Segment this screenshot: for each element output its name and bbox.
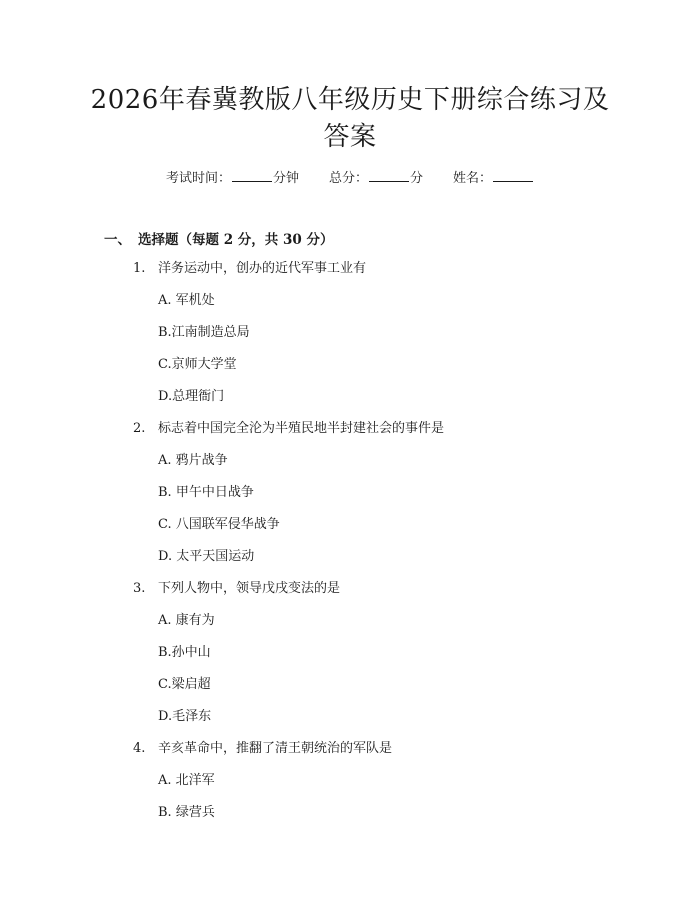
time-blank <box>232 168 272 182</box>
option-item: B. 绿营兵 <box>158 805 215 820</box>
exam-meta <box>0 168 700 188</box>
section-number: 一、 <box>104 232 131 248</box>
option-item: C. 八国联军侵华战争 <box>158 517 280 532</box>
question-text: 标志着中国完全沦为半殖民地半封建社会的事件是 <box>158 421 445 436</box>
question-number: 3. <box>133 581 146 596</box>
question-4 <box>0 740 700 758</box>
question-number: 4. <box>133 741 146 756</box>
option-item: B.孙中山 <box>158 645 211 660</box>
document-title-line1: 2026年春冀教版八年级历史下册综合练习及 <box>90 85 610 115</box>
question-text: 洋务运动中，创办的近代军事工业有 <box>158 261 367 276</box>
exam-time <box>166 168 299 188</box>
exam-score <box>329 168 423 188</box>
question-number: 2. <box>133 421 146 436</box>
option-item: B. 甲午中日战争 <box>158 485 254 500</box>
option-item: C.梁启超 <box>158 677 211 692</box>
question-3 <box>0 580 700 598</box>
exam-name <box>453 168 534 188</box>
score-label: 总分： <box>328 171 368 186</box>
name-blank <box>493 168 533 182</box>
option-item: D.毛泽东 <box>158 709 212 724</box>
section-heading <box>104 230 333 250</box>
question-1 <box>0 260 700 278</box>
option-item: C.京师大学堂 <box>158 357 237 372</box>
score-unit: 分 <box>410 171 424 186</box>
document-title-line2: 答案 <box>323 122 377 152</box>
option-item: D. 太平天国运动 <box>158 549 255 564</box>
question-2 <box>0 420 700 438</box>
time-unit: 分钟 <box>272 171 299 186</box>
option-item: A. 鸦片战争 <box>158 453 228 468</box>
option-item: D.总理衙门 <box>158 389 225 404</box>
question-text: 下列人物中，领导戊戌变法的是 <box>158 581 341 596</box>
question-number: 1. <box>133 261 146 276</box>
option-item: A. 北洋军 <box>158 773 215 788</box>
time-label: 考试时间： <box>165 171 231 186</box>
option-item: A. 康有为 <box>158 613 215 628</box>
name-label: 姓名： <box>453 171 493 186</box>
option-item: A. 军机处 <box>158 293 215 308</box>
section-title: 选择题（每题 2 分，共 30 分） <box>138 232 334 248</box>
score-blank <box>369 168 409 182</box>
option-item: B.江南制造总局 <box>158 325 250 340</box>
question-text: 辛亥革命中，推翻了清王朝统治的军队是 <box>158 741 393 756</box>
